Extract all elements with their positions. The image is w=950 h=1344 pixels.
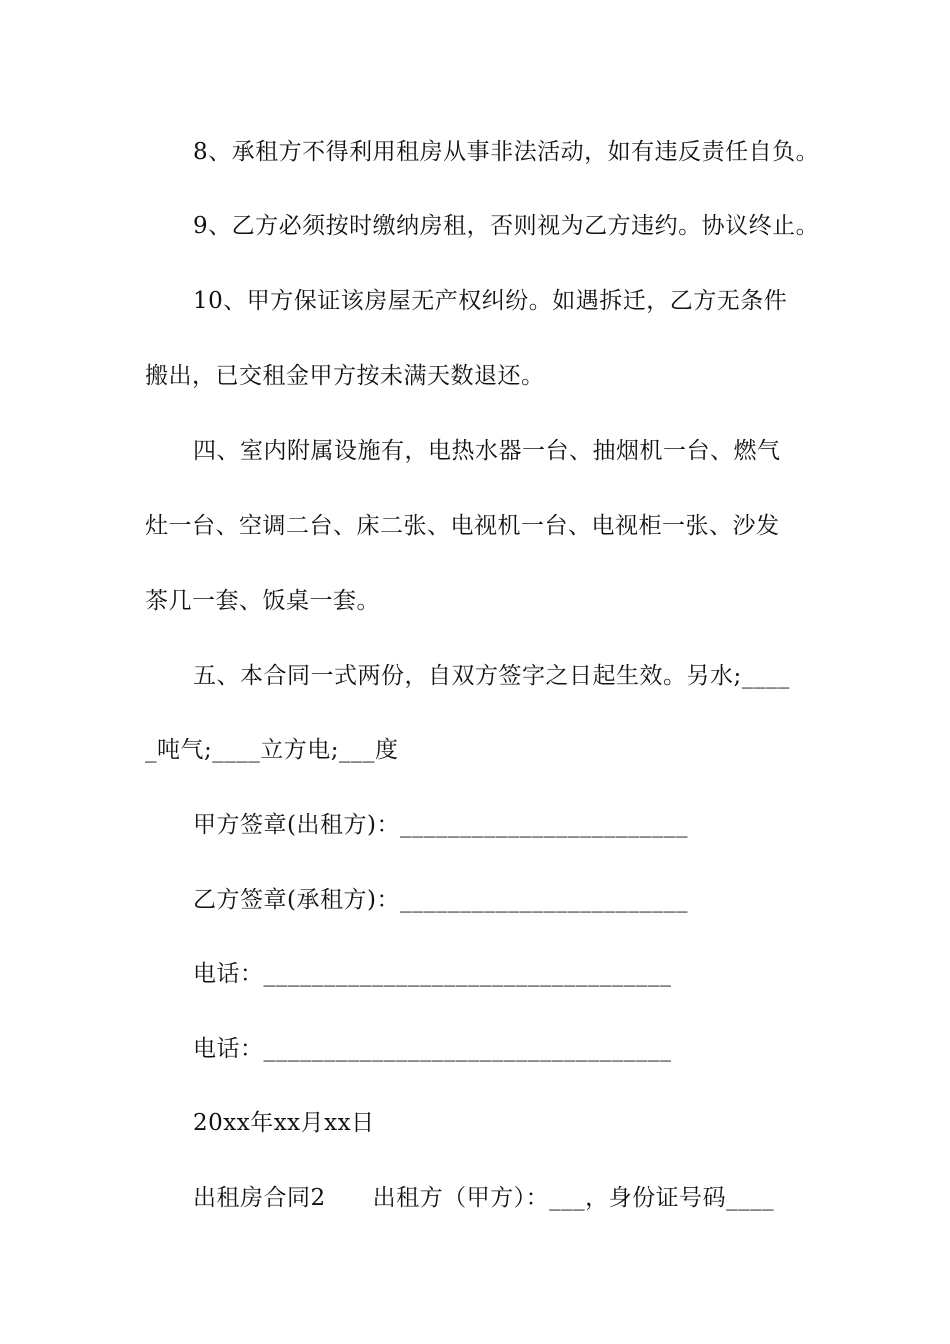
section-4-continued-1: 灶一台、空调二台、床二张、电视机一台、电视柜一张、沙发	[145, 513, 780, 539]
clause-8: 8、承租方不得利用租房从事非法活动，如有违反责任自负。	[193, 139, 820, 165]
clause-9: 9、乙方必须按时缴纳房租，否则视为乙方违约。协议终止。	[193, 213, 820, 239]
party-a-signature: 甲方签章(出租方)：________________________	[193, 812, 688, 838]
clause-10: 10、甲方保证该房屋无产权纠纷。如遇拆迁，乙方无条件	[193, 288, 788, 314]
party-b-signature: 乙方签章(承租方)：________________________	[193, 887, 688, 913]
section-5-continued: _吨气;____立方电;___度	[145, 737, 399, 763]
contract-2-heading: 出租房合同2 出租方（甲方）：___，身份证号码____	[193, 1185, 775, 1211]
section-5: 五、本合同一式两份，自双方签字之日起生效。另水;____	[193, 663, 790, 689]
clause-10-continued: 搬出，已交租金甲方按未满天数退还。	[145, 363, 545, 389]
phone-line-2: 电话：__________________________________	[193, 1036, 672, 1062]
date-line: 20xx年xx月xx日	[193, 1110, 375, 1136]
section-4-continued-2: 茶几一套、饭桌一套。	[145, 588, 380, 614]
section-4: 四、室内附属设施有，电热水器一台、抽烟机一台、燃气	[193, 438, 781, 464]
phone-line-1: 电话：__________________________________	[193, 961, 672, 987]
